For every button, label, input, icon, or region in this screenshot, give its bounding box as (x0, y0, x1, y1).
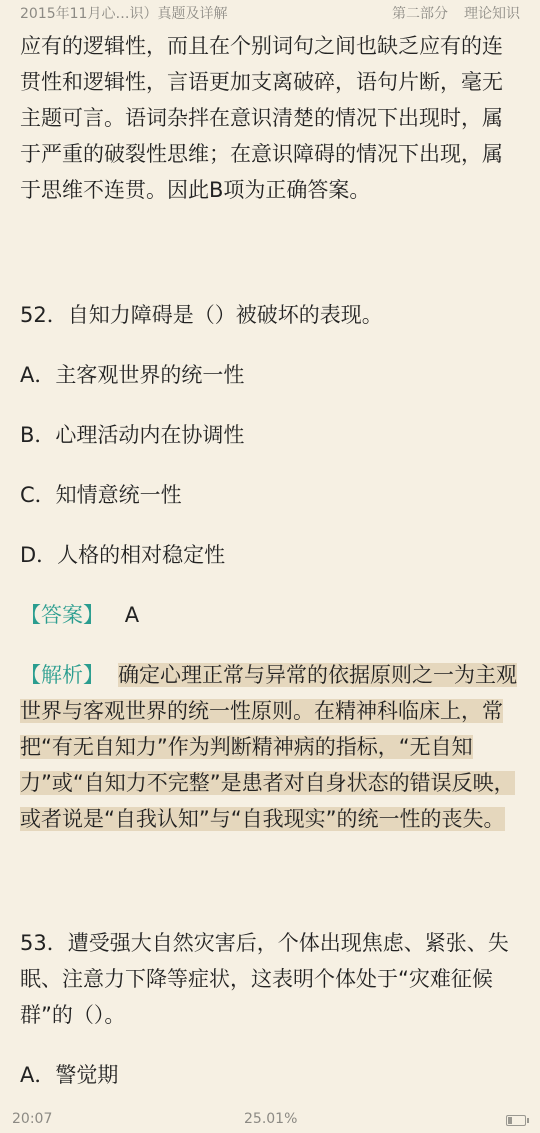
reader-footer (0, 1107, 540, 1133)
previous-analysis-text: 应有的逻辑性，而且在个别词句之间也缺乏应有的连贯性和逻辑性，言语更加支离破碎，语句片断，毫无主题可言。语词杂拌在意识清楚的情况下出现时，属于严重的破裂性思维；在意识障碍的情况下出现，属于思维不连贯。因此B项为正确答案。 (20, 34, 503, 202)
question-52-option-c[interactable]: C．知情意统一性 (20, 483, 182, 507)
answer-label: 【答案】 (20, 603, 104, 627)
clock: 20:07 (12, 1111, 53, 1127)
page-content (20, 28, 520, 208)
battery-level (508, 1117, 512, 1124)
question-52-answer (20, 597, 520, 633)
question-52-option-a[interactable]: A．主客观世界的统一性 (20, 363, 245, 387)
question-53-stem: 53．遭受强大自然灾害后，个体出现焦虑、紧张、失眠、注意力下降等症状，这表明个体处于“灾难征候群”的（）。 (20, 931, 509, 1027)
reading-progress: 25.01% (244, 1111, 298, 1127)
section-name: 理论知识 (464, 6, 520, 22)
question-52-option-d[interactable]: D．人格的相对稳定性 (20, 543, 226, 567)
section-part: 第二部分 (392, 6, 448, 22)
question-52-stem: 52．自知力障碍是（）被破坏的表现。 (20, 303, 383, 327)
analysis-highlighted-text[interactable]: 确定心理正常与异常的依据原则之一为主观世界与客观世界的统一性原则。在精神科临床上，常把“有无自知力”作为判断精神病的指标，“无自知力”或“自知力不完整”是患者对自身状态的错误反映，或者说是“自我认知”与“自我现实”的统一性的丧失。 (20, 663, 517, 831)
book-title: 2015年11月心…识）真题及详解 (20, 6, 228, 22)
question-52-analysis (20, 657, 520, 837)
analysis-label: 【解析】 (20, 663, 104, 687)
answer-value: A (124, 603, 140, 627)
section-info (392, 3, 520, 23)
battery-icon (506, 1115, 526, 1126)
reader-header (0, 0, 540, 24)
question-52-option-b[interactable]: B．心理活动内在协调性 (20, 423, 245, 447)
question-53-option-a[interactable]: A．警觉期 (20, 1063, 119, 1087)
